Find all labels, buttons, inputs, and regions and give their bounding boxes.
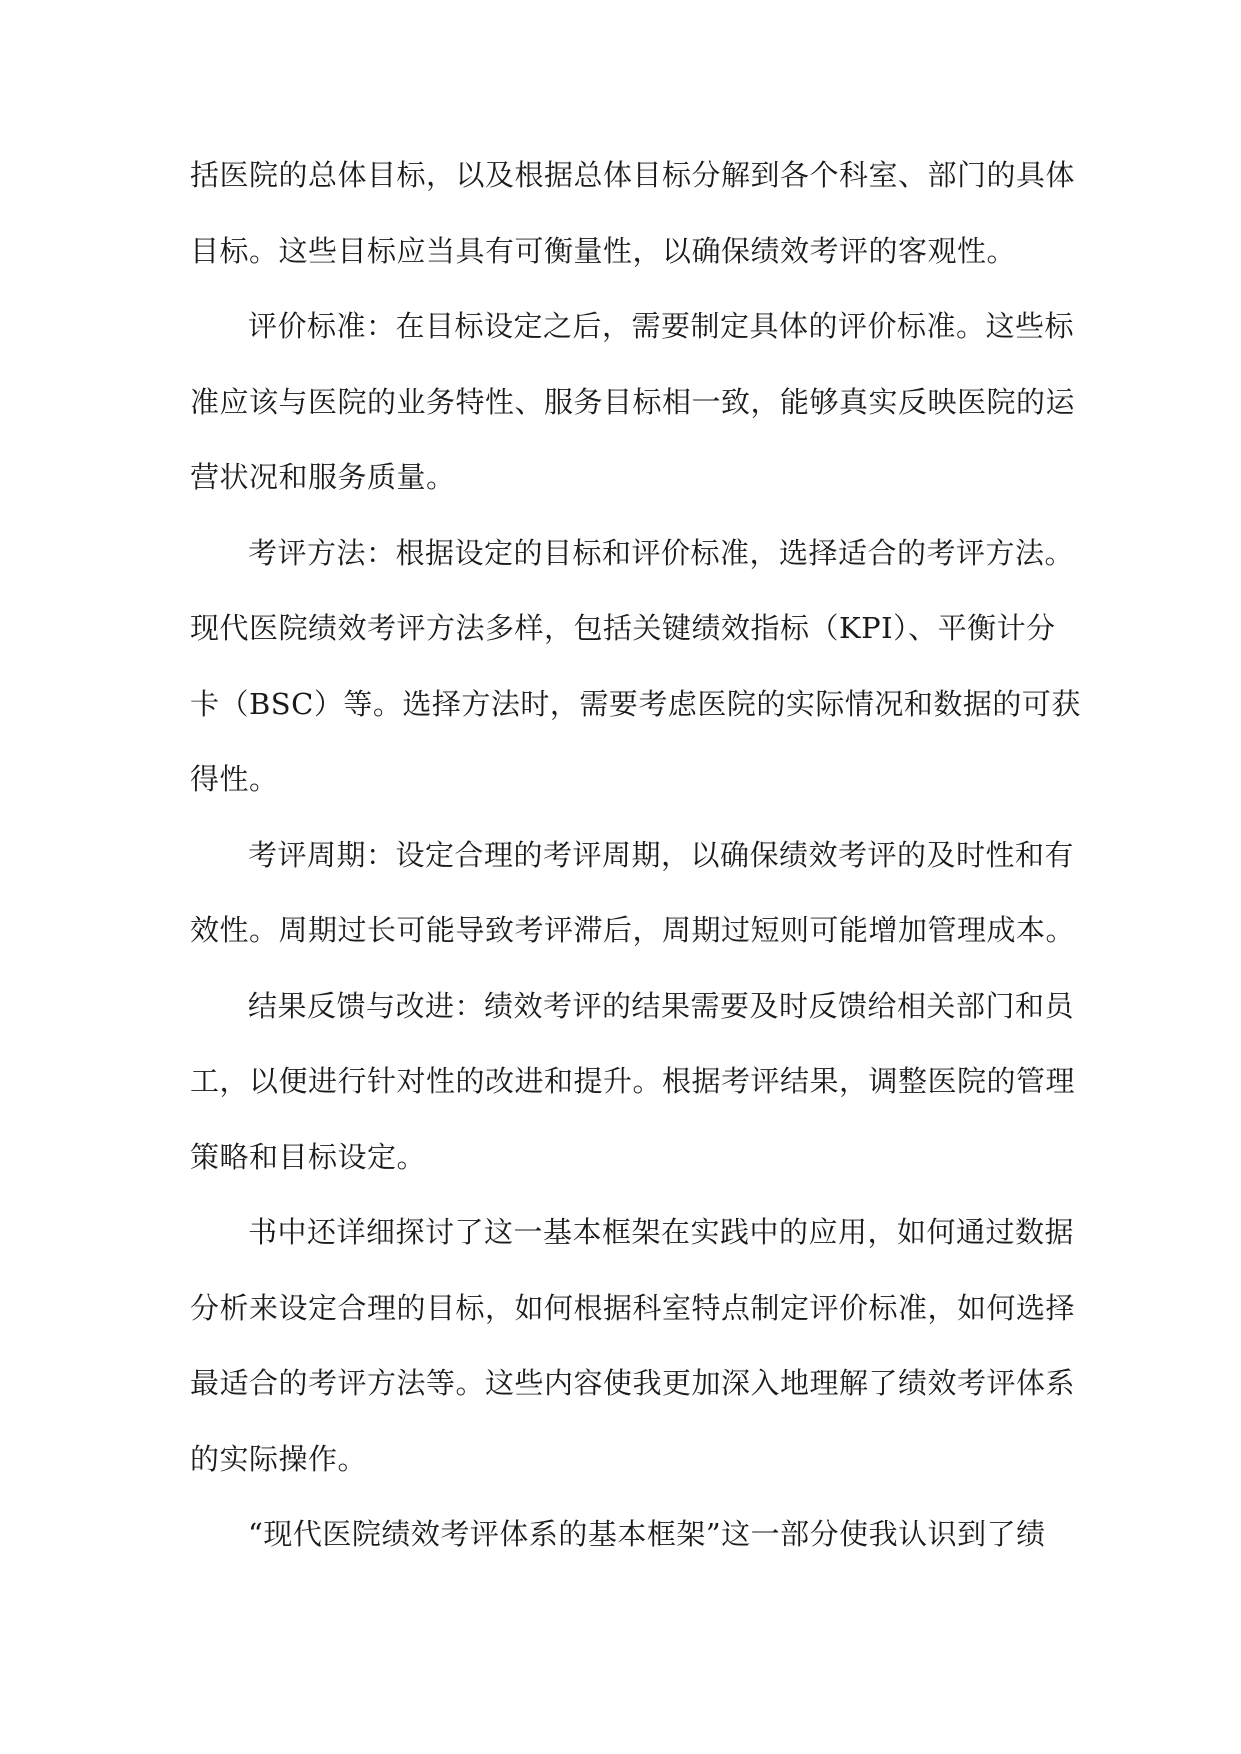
text-line: 策略和目标设定。 [190,1139,427,1174]
text-line: 卡（BSC）等。选择方法时，需要考虑医院的实际情况和数据的可获 [190,686,1081,721]
text-line: 营状况和服务质量。 [190,460,456,494]
text-line: 现代医院绩效考评方法多样，包括关键绩效指标（KPI）、平衡计分 [190,611,1056,645]
text-line: 分析来设定合理的目标，如何根据科室特点制定评价标准，如何选择 [190,1290,1076,1325]
text-line: 效性。周期过长可能导致考评滞后，周期过短则可能增加管理成本。 [190,913,1076,947]
text-line: 的实际操作。 [190,1441,368,1476]
paragraph-start-evaluation-cycle: 考评周期：设定合理的考评周期，以确保绩效考评的及时性和有 [248,837,1075,872]
text-line: 目标。这些目标应当具有可衡量性，以确保绩效考评的客观性。 [190,233,1017,268]
text-line: 准应该与医院的业务特性、服务目标相一致，能够真实反映医院的运 [190,384,1076,419]
text-line: 最适合的考评方法等。这些内容使我更加深入地理解了绩效考评体系 [190,1366,1076,1400]
text-line: 得性。 [190,762,279,796]
body-text [190,138,1081,1573]
paragraph-start-evaluation-method: 考评方法：根据设定的目标和评价标准，选择适合的考评方法。 [248,535,1075,570]
text-line: 工，以便进行针对性的改进和提升。根据考评结果，调整医院的管理 [190,1064,1076,1098]
text-line: 括医院的总体目标，以及根据总体目标分解到各个科室、部门的具体 [190,158,1076,192]
paragraph-start-feedback: 结果反馈与改进：绩效考评的结果需要及时反馈给相关部门和员 [248,988,1075,1023]
paragraph-start-book-discussion: 书中还详细探讨了这一基本框架在实践中的应用，如何通过数据 [248,1215,1075,1249]
paragraph-start-evaluation-standard: 评价标准：在目标设定之后，需要制定具体的评价标准。这些标 [248,309,1075,343]
paragraph-start-framework-reflection: “现代医院绩效考评体系的基本框架”这一部分使我认识到了绩 [248,1517,1046,1551]
